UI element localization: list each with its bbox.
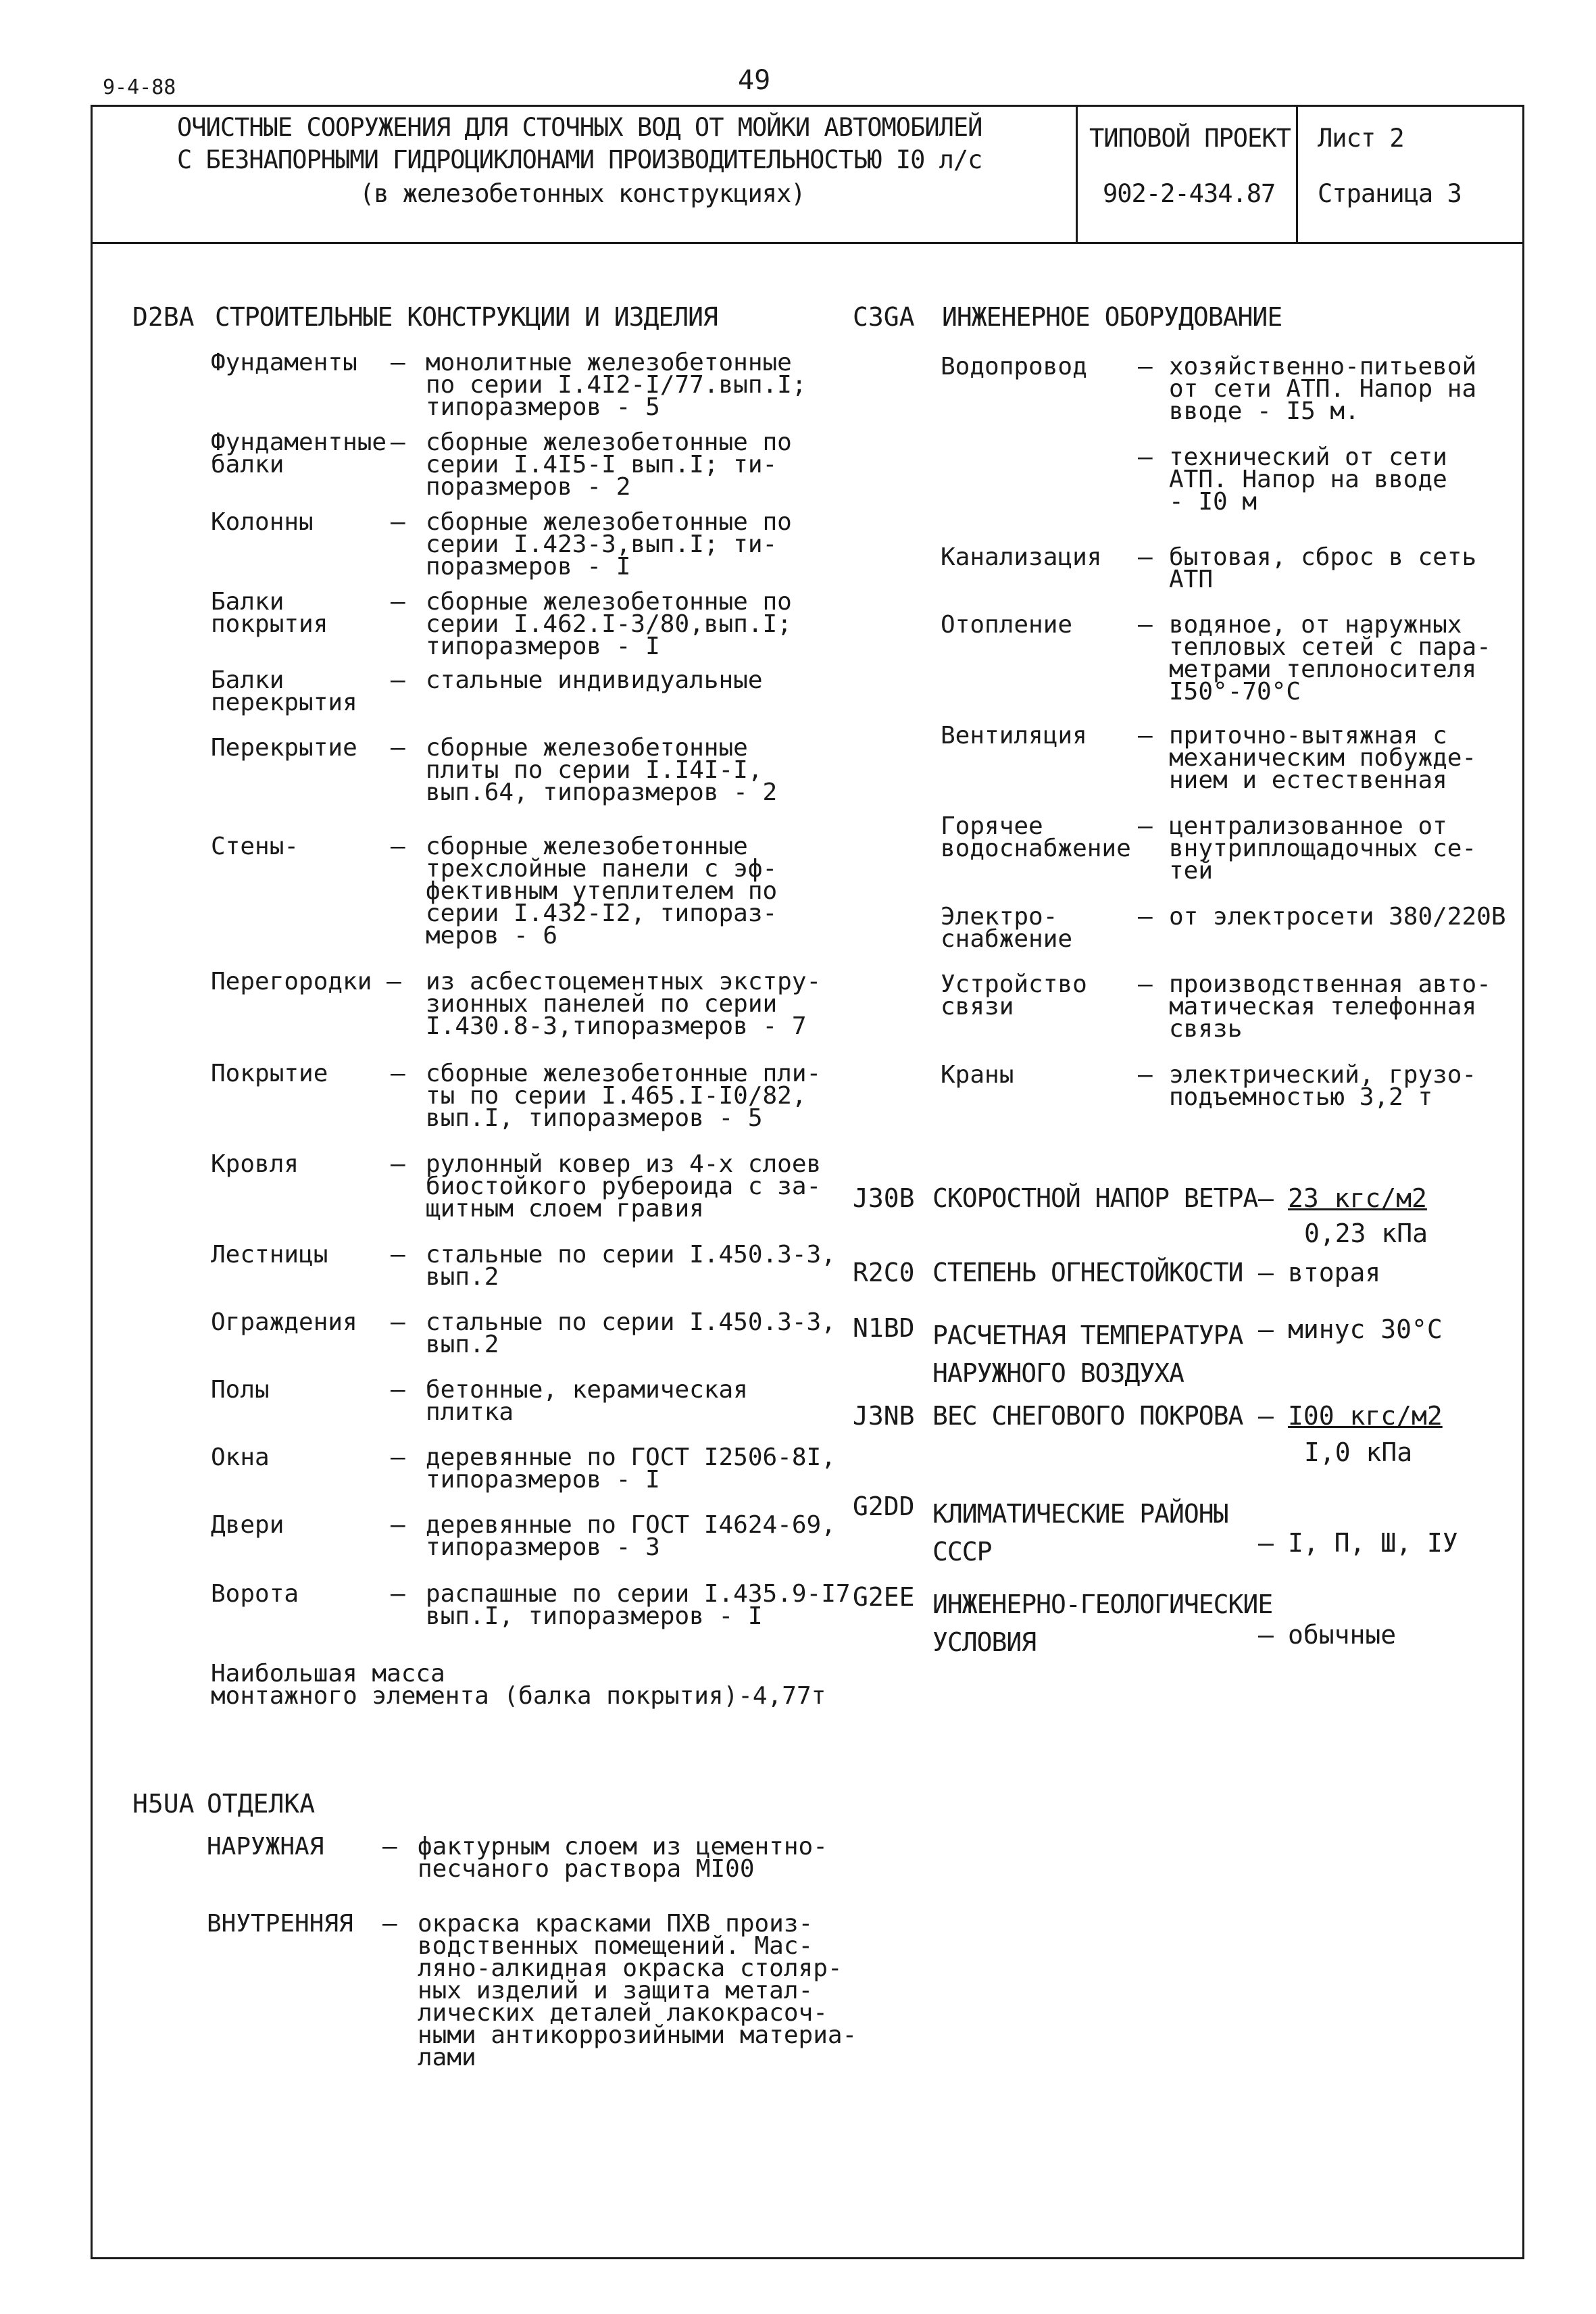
item-dash: – <box>391 1376 405 1404</box>
equipment-code: C3GA <box>853 302 915 332</box>
title-line-1: ОЧИСТНЫЕ СООРУЖЕНИЯ ДЛЯ СТОЧНЫХ ВОД ОТ МОЙКИ АВТОМОБИЛЕЙ <box>177 113 982 142</box>
item-label: Краны <box>941 1061 1014 1089</box>
item-text: распашные по серии I.435.9-I7 вып.I, типоразмеров - I <box>426 1580 851 1630</box>
finishing-heading: ОТДЕЛКА <box>207 1789 316 1819</box>
title-line-2: С БЕЗНАПОРНЫМИ ГИДРОЦИКЛОНАМИ ПРОИЗВОДИТЕЛЬНОСТЬЮ I0 л/с <box>177 145 982 174</box>
param-value: I, П, Ш, IУ <box>1288 1528 1458 1558</box>
item-dash: – <box>391 1511 405 1539</box>
item-text: сборные железобетонные трехслойные панели с эф- фективным утеплителем по серии I.432-I2, типораз- меров - 6 <box>426 833 778 950</box>
item-label: ВНУТРЕННЯЯ <box>207 1910 353 1938</box>
param-dash: – <box>1258 1401 1274 1431</box>
item-text: деревянные по ГОСТ I2506-8I, типоразмеров - I <box>426 1444 836 1494</box>
item-text: стальные индивидуальные <box>426 666 763 694</box>
item-text: стальные по серии I.450.3-3, вып.2 <box>426 1308 836 1358</box>
item-dash: – <box>391 349 405 376</box>
item-dash: – <box>1138 970 1153 998</box>
item-dash: – <box>1138 353 1153 380</box>
param-label: ИНЖЕНЕРНО-ГЕОЛОГИЧЕСКИЕ УСЛОВИЯ <box>932 1590 1273 1657</box>
item-text: сборные железобетонные пли- ты по серии I.465.I-I0/82, вып.I, типоразмеров - 5 <box>426 1060 822 1132</box>
item-text: сборные железобетонные плиты по серии I.I4I-I, вып.64, типоразмеров - 2 <box>426 734 778 806</box>
item-text: бытовая, сброс в сеть АТП <box>1169 543 1477 593</box>
param-code: G2EE <box>853 1582 915 1612</box>
item-label: Вентиляция <box>941 722 1087 749</box>
project-label: ТИПОВОЙ ПРОЕКТ <box>1089 124 1291 153</box>
item-dash: – <box>391 1308 405 1336</box>
param-label: РАСЧЕТНАЯ ТЕМПЕРАТУРА НАРУЖНОГО ВОЗДУХА <box>932 1321 1243 1388</box>
param-dash: – <box>1258 1183 1274 1213</box>
param-code: R2C0 <box>853 1258 915 1287</box>
param-code: N1BD <box>853 1313 915 1343</box>
param-value: 23 кгс/м2 <box>1288 1183 1427 1213</box>
item-label: НАРУЖНАЯ <box>207 1833 324 1861</box>
item-dash: – <box>391 1444 405 1471</box>
title-line-3: (в железобетонных конструкциях) <box>359 179 805 208</box>
sheet-number: Лист 2 <box>1318 124 1404 153</box>
param-value-secondary: 0,23 кПа <box>1304 1218 1428 1248</box>
item-label: Фундаменты <box>211 349 357 376</box>
item-label: Фундаментные балки <box>211 428 387 478</box>
item-label: Окна <box>211 1444 270 1471</box>
equipment-heading: ИНЖЕНЕРНОЕ ОБОРУДОВАНИЕ <box>942 302 1282 332</box>
project-number: 902-2-434.87 <box>1103 179 1276 208</box>
structures-code: D2BA <box>132 302 195 332</box>
item-dash: – <box>391 1241 405 1269</box>
item-label: Покрытие <box>211 1060 328 1087</box>
item-dash: – <box>1138 903 1153 931</box>
item-label: Ворота <box>211 1580 299 1608</box>
item-text: бетонные, керамическая плитка <box>426 1376 748 1426</box>
item-text: централизованное от внутриплощадочных се- тей <box>1169 812 1477 885</box>
item-text: технический от сети АТП. Напор на вводе - I0 м <box>1169 443 1447 516</box>
item-dash: – <box>1138 812 1153 840</box>
param-code: J3NB <box>853 1401 915 1431</box>
item-text: хозяйственно-питьевой от сети АТП. Напор на вводе - I5 м. <box>1169 353 1477 425</box>
item-dash: – <box>391 666 405 694</box>
item-text: электрический, грузо- подъемностью 3,2 т <box>1169 1061 1477 1111</box>
item-text: деревянные по ГОСТ I4624-69, типоразмеров - 3 <box>426 1511 836 1561</box>
param-value-secondary: I,0 кПа <box>1304 1437 1413 1467</box>
item-dash: – <box>391 1060 405 1087</box>
item-label: Перегородки – <box>211 968 401 995</box>
param-value: обычные <box>1288 1620 1397 1650</box>
item-label: Ограждения <box>211 1308 357 1336</box>
title-block-sep-1 <box>1076 105 1078 244</box>
page-in-set: Страница 3 <box>1318 179 1462 208</box>
item-dash: – <box>382 1833 397 1861</box>
item-dash: – <box>1138 1061 1153 1089</box>
item-dash: – <box>1138 543 1153 571</box>
item-label: Колонны <box>211 508 314 536</box>
title-block-sep-2 <box>1296 105 1298 244</box>
item-dash: – <box>391 833 405 860</box>
structures-heading: СТРОИТЕЛЬНЫЕ КОНСТРУКЦИИ И ИЗДЕЛИЯ <box>215 302 718 332</box>
item-label: Горячее водоснабжение <box>941 812 1131 862</box>
item-text: сборные железобетонные по серии I.462.I-3/80,вып.I; типоразмеров - I <box>426 588 792 660</box>
item-label: Балки перекрытия <box>211 666 357 716</box>
item-dash: – <box>391 428 405 456</box>
item-label: Отопление <box>941 611 1073 639</box>
item-text: производственная авто- матическая телефонная связь <box>1169 970 1491 1043</box>
item-label: Лестницы <box>211 1241 328 1269</box>
item-dash: – <box>391 1580 405 1608</box>
item-label: Двери <box>211 1511 284 1539</box>
param-label: СКОРОСТНОЙ НАПОР ВЕТРА <box>932 1183 1258 1213</box>
item-text: от электросети 380/220В <box>1169 903 1506 931</box>
param-dash: – <box>1258 1528 1274 1558</box>
title-block-divider <box>91 242 1524 244</box>
item-text: приточно-вытяжная с механическим побужде- нием и естественная <box>1169 722 1477 794</box>
item-text: монолитные железобетонные по серии I.4I2-I/77.вып.I; типоразмеров - 5 <box>426 349 807 421</box>
param-dash: – <box>1258 1258 1274 1287</box>
item-text: сборные железобетонные по серии I.4I5-I вып.I; ти- поразмеров - 2 <box>426 428 792 501</box>
param-label: КЛИМАТИЧЕСКИЕ РАЙОНЫ СССР <box>932 1499 1228 1567</box>
item-text: стальные по серии I.450.3-3, вып.2 <box>426 1241 836 1291</box>
page-number: 49 <box>738 65 771 96</box>
item-label: Канализация <box>941 543 1102 571</box>
item-label: Стены- <box>211 833 299 860</box>
param-code: J30B <box>853 1183 915 1213</box>
item-label: Полы <box>211 1376 270 1404</box>
param-value: I00 кгс/м2 <box>1288 1401 1443 1431</box>
item-dash: – <box>382 1910 397 1938</box>
param-label: СТЕПЕНЬ ОГНЕСТОЙКОСТИ <box>932 1258 1243 1287</box>
param-label: ВЕС СНЕГОВОГО ПОКРОВА <box>932 1401 1243 1431</box>
max-mass-note: Наибольшая масса монтажного элемента (балка покрытия)-4,77т <box>211 1660 826 1710</box>
doc-code: 9-4-88 <box>103 76 176 99</box>
item-label: Водопровод <box>941 353 1087 380</box>
item-text: сборные железобетонные по серии I.423-3,вып.I; ти- поразмеров - I <box>426 508 792 581</box>
item-dash: – <box>1138 443 1153 471</box>
item-text: рулонный ковер из 4-х слоев биостойкого рубероида с за- щитным слоем гравия <box>426 1150 822 1223</box>
param-value: вторая <box>1288 1258 1381 1287</box>
item-dash: – <box>391 588 405 616</box>
param-dash: – <box>1258 1314 1274 1344</box>
item-dash: – <box>1138 722 1153 749</box>
item-label: Перекрытие <box>211 734 357 762</box>
item-label: Устройство связи <box>941 970 1087 1020</box>
item-label: Балки покрытия <box>211 588 328 638</box>
item-text: из асбестоцементных экстру- зионных панелей по серии I.430.8-3,типоразмеров - 7 <box>426 968 822 1040</box>
item-label: Кровля <box>211 1150 299 1178</box>
finishing-code: H5UA <box>132 1789 195 1819</box>
item-dash: – <box>1138 611 1153 639</box>
item-dash: – <box>391 1150 405 1178</box>
param-code: G2DD <box>853 1492 915 1521</box>
item-text: окраска красками ПХВ произ- водственных помещений. Мас- ляно-алкидная окраска столяр- ных изделий и защита метал- лических деталей лакокрасоч- ными антикоррозийными материа- лами <box>418 1910 857 2071</box>
item-dash: – <box>391 508 405 536</box>
item-dash: – <box>391 734 405 762</box>
param-dash: – <box>1258 1620 1274 1650</box>
item-label: Электро- снабжение <box>941 903 1073 953</box>
param-value: минус 30°C <box>1288 1314 1443 1344</box>
item-text: водяное, от наружных тепловых сетей с пара- метрами теплоносителя I50°-70°C <box>1169 611 1491 706</box>
item-text: фактурным слоем из цементно- песчаного раствора МI00 <box>418 1833 828 1883</box>
